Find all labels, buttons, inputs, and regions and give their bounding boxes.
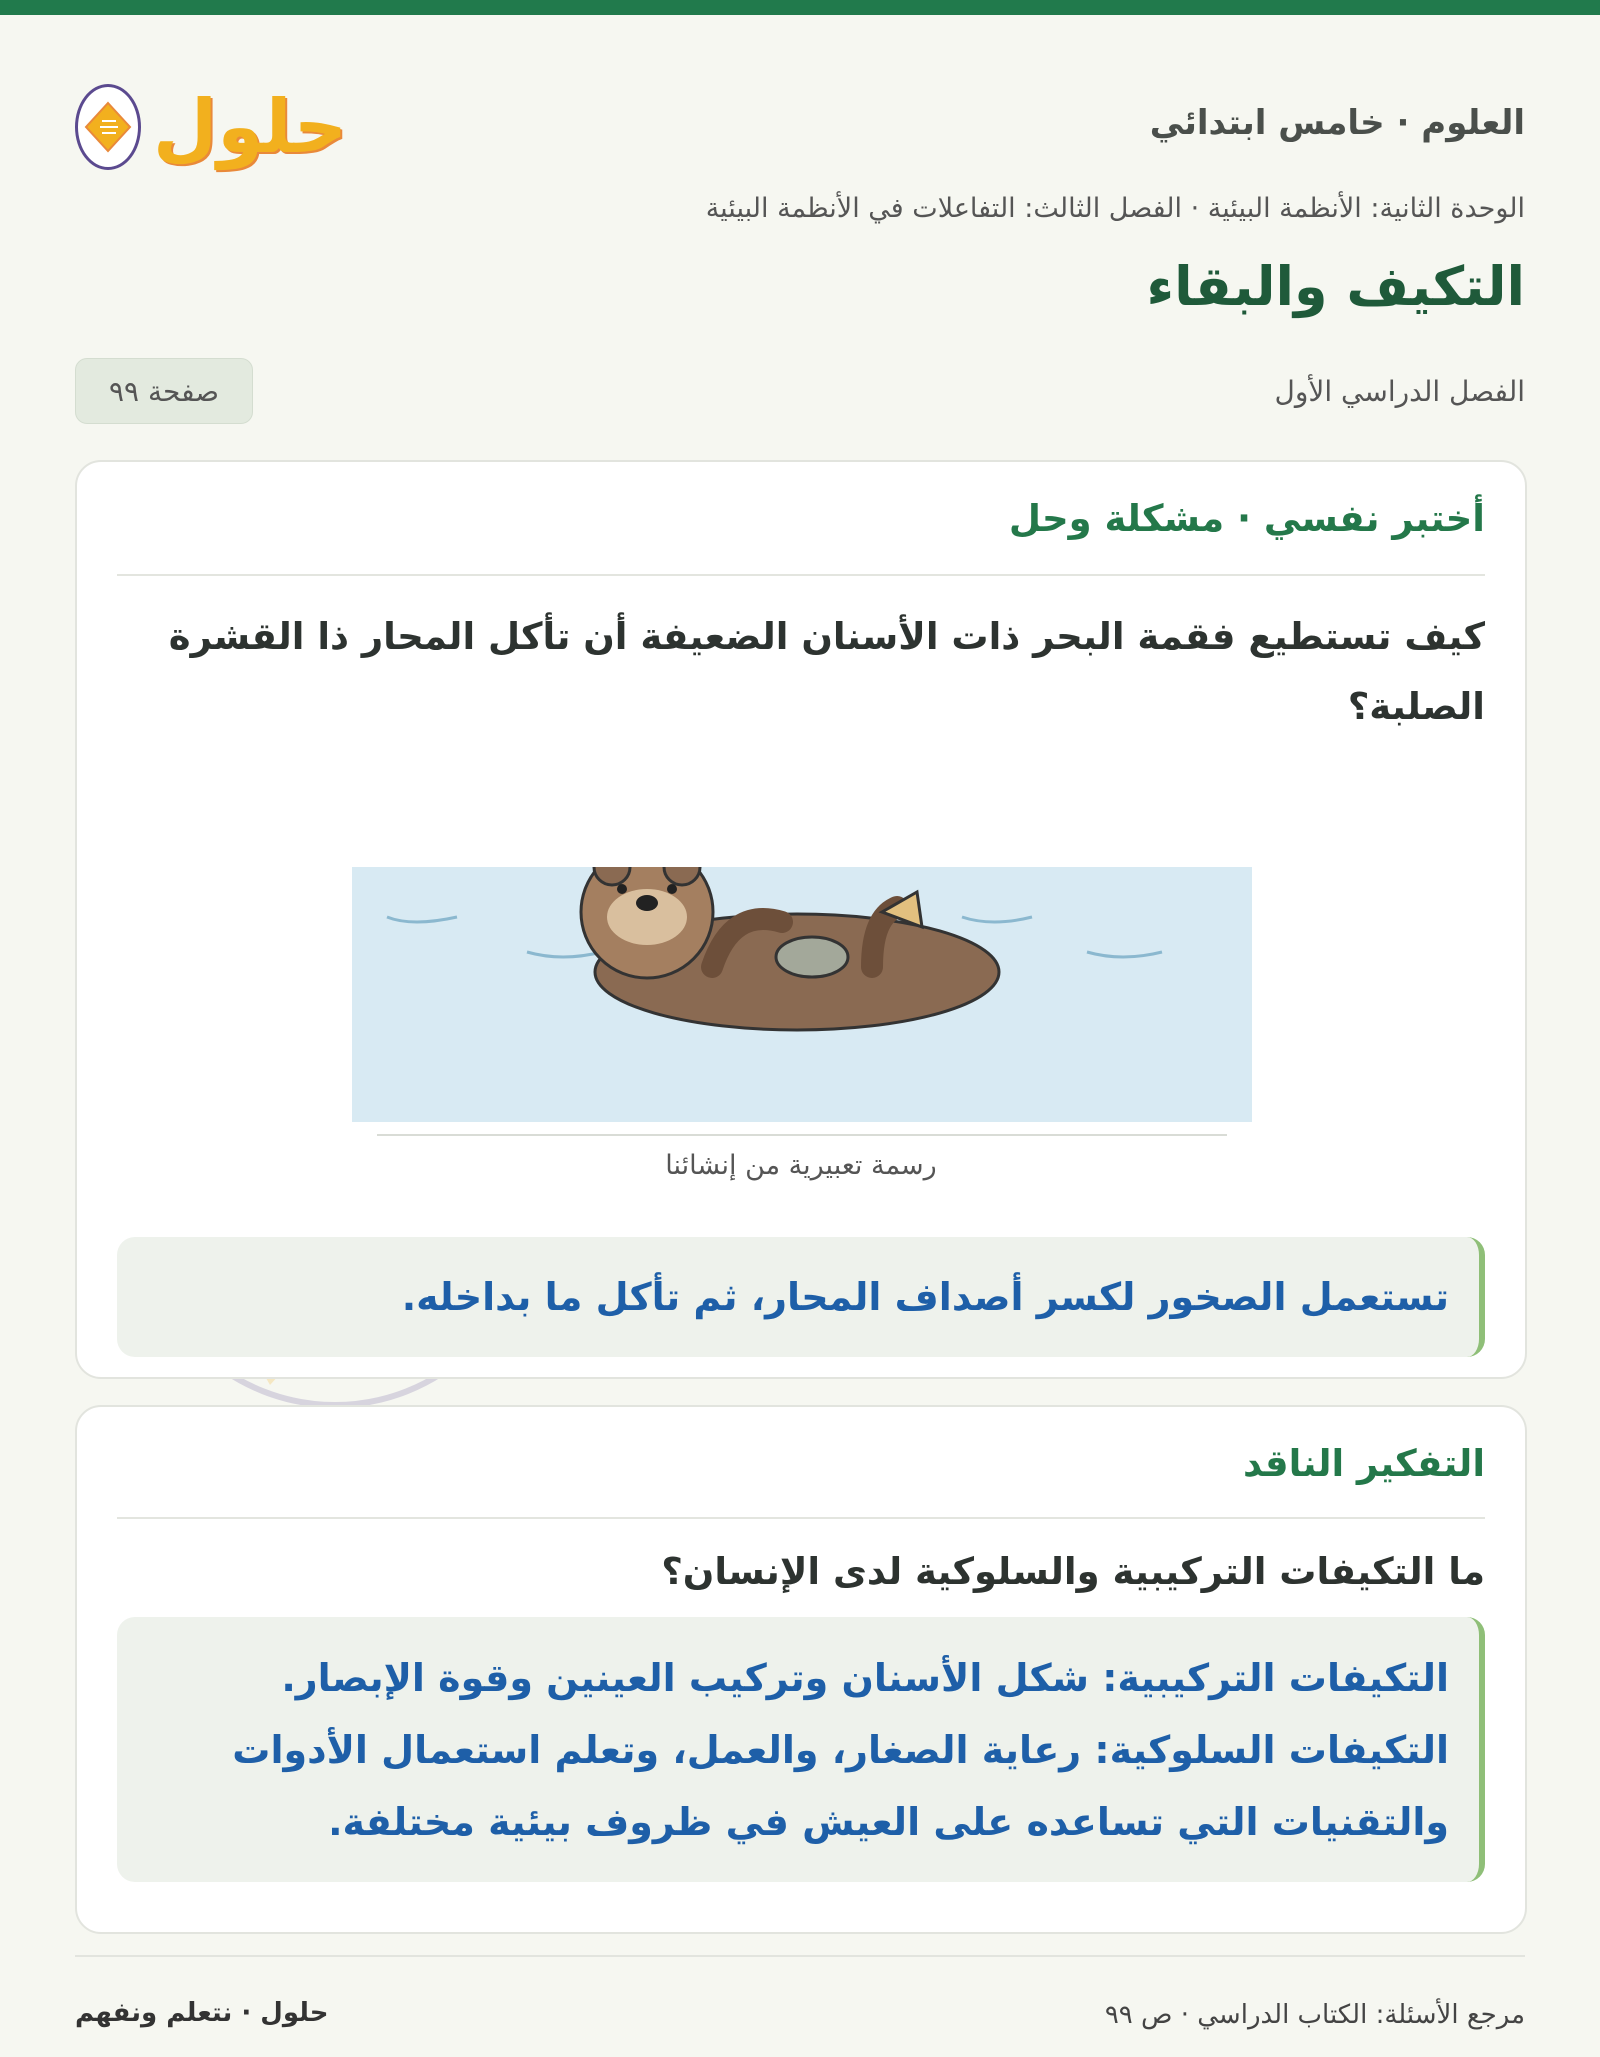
critical-thinking-card [75, 1405, 1527, 1934]
footer-reference: مرجع الأسئلة: الكتاب الدراسي · ص ٩٩ [1104, 2000, 1525, 2030]
semester-label: الفصل الدراسي الأول [1274, 375, 1525, 408]
page-number-badge: صفحة ٩٩ [75, 358, 253, 424]
page-title: التكيف والبقاء [1146, 255, 1525, 318]
answer-box [117, 1237, 1485, 1357]
answer-text: تستعمل الصخور لكسر أصداف المحار، ثم تأكل ما بداخله. [401, 1275, 1449, 1319]
divider [117, 1517, 1485, 1519]
site-logo[interactable] [75, 67, 348, 187]
self-test-card [75, 460, 1527, 1379]
page-header [75, 55, 1525, 185]
top-accent-bar [0, 0, 1600, 15]
page [0, 15, 1600, 2057]
divider [75, 1955, 1525, 1957]
logo-text: حلول [153, 84, 348, 170]
question-text: ما التكيفات التركيبية والسلوكية لدى الإنسان؟ [661, 1550, 1485, 1593]
sea-otter-illustration [352, 867, 1252, 1122]
figure-caption: رسمة تعبيرية من إنشائنا [665, 1150, 937, 1181]
book-icon [75, 84, 141, 170]
answer-text-behavioral: التكيفات السلوكية: رعاية الصغار، والعمل، وتعلم استعمال الأدوات والتقنيات التي تساعده على العيش في ظروف بيئية مختلفة. [232, 1728, 1449, 1844]
footer-brand: حلول · نتعلم ونفهم [75, 1998, 329, 2028]
answer-box [117, 1617, 1485, 1882]
answer-text-structural: التكيفات التركيبية: شكل الأسنان وتركيب العينين وقوة الإبصار. [281, 1656, 1449, 1700]
breadcrumb: الوحدة الثانية: الأنظمة البيئية · الفصل الثالث: التفاعلات في الأنظمة البيئية [705, 193, 1525, 224]
subject-grade-label: العلوم · خامس ابتدائي [1149, 103, 1525, 143]
divider [377, 1134, 1227, 1136]
question-text: كيف تستطيع فقمة البحر ذات الأسنان الضعيفة أن تأكل المحار ذا القشرة الصلبة؟ [168, 615, 1485, 728]
section-title: التفكير الناقد [1243, 1442, 1485, 1485]
section-title: أختبر نفسي · مشكلة وحل [1008, 497, 1485, 540]
divider [117, 574, 1485, 576]
